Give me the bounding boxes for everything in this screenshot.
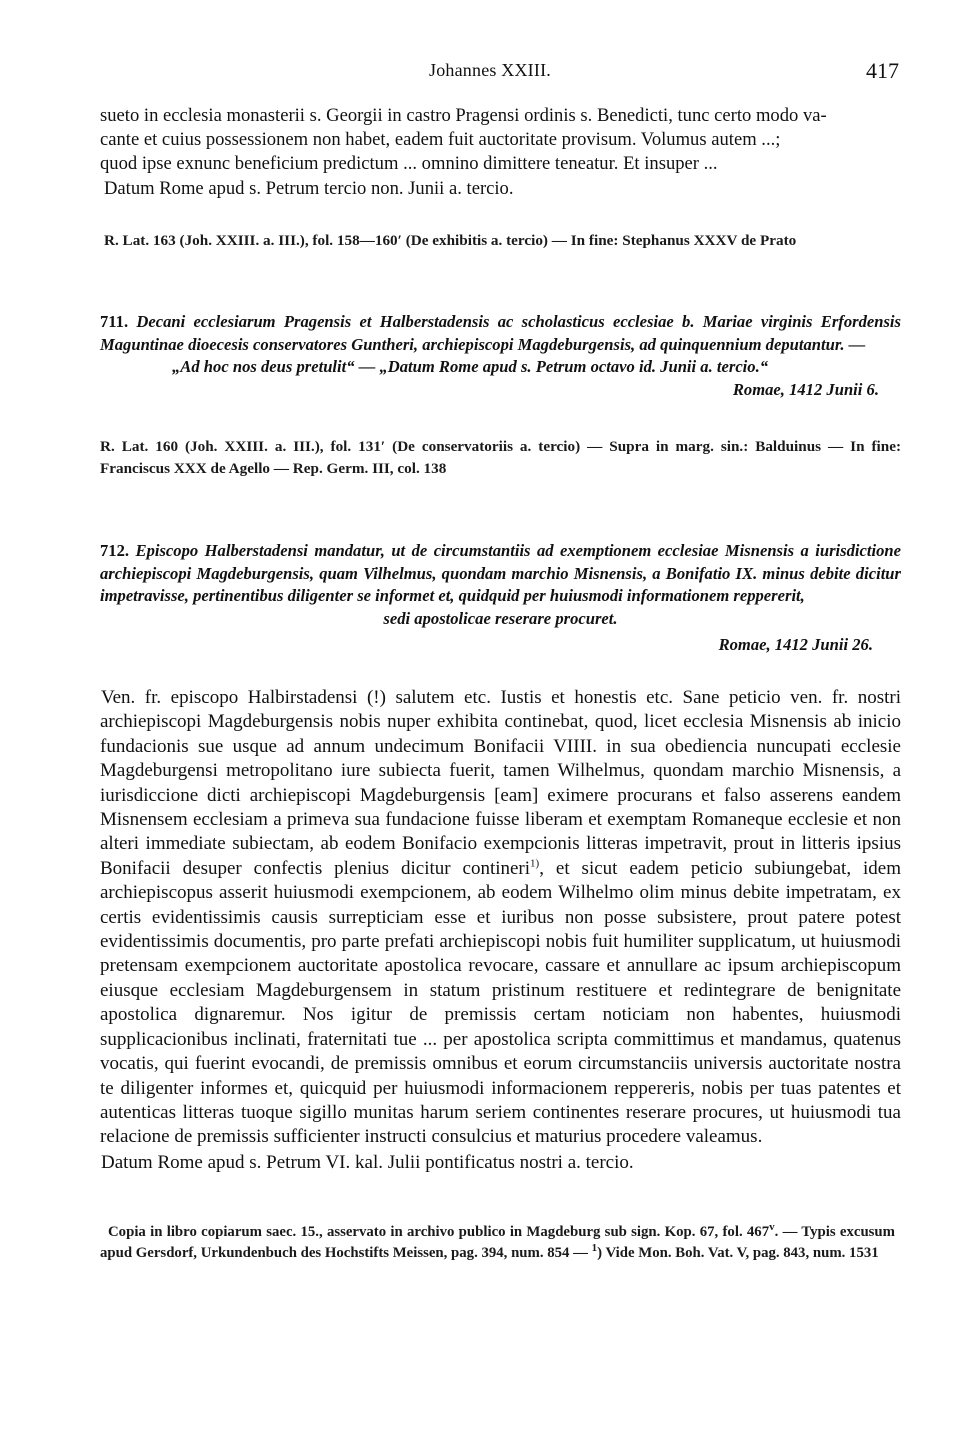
footnote-part-1: Copia in libro copiarum saec. 15., asservato in archivo publico in Magdeburg sub sign. Kop. 67, fol. 467	[108, 1224, 770, 1240]
footnote-part-3: ) Vide Mon. Boh. Vat. V, pag. 843, num. 1531	[597, 1244, 879, 1261]
footnote-marker: 1	[591, 1241, 598, 1254]
entry-712-regest-text: Episcopo Halberstadensi mandatur, ut de circumstantiis ad exemptionem ecclesiae Misnensis a iurisdictione archiepiscopi Magdeburgensis, quam Vilhelmus, quondam marchio Misnensis, a Bonifatio IX. minus debite dicitur impetravisse, pertinentibus diligenter se informet et, quidquid per huiusmodi informationem reppererit,	[100, 541, 902, 605]
entry-710-datum: Datum Rome apud s. Petrum tercio non. Junii a. tercio.	[104, 177, 514, 199]
entry-712-regest-last: sedi apostolicae reserare procuret.	[383, 608, 618, 628]
entry-712-body	[100, 686, 901, 1150]
entry-711-regest-text: Decani ecclesiarum Pragensis et Halberstadensis ac scholasticus ecclesiae b. Mariae virginis Erfordensis Maguntinae dioecesis conservatores Guntheri, archiepiscopi Magdeburgensis, ad quinquennium deputantur. —	[100, 312, 901, 354]
entry-712-regest	[100, 540, 901, 608]
footnote-superscript: v	[769, 1221, 775, 1234]
page-number: 417	[866, 58, 899, 83]
footnote-block	[100, 1222, 895, 1263]
entry-710-tail	[100, 104, 901, 201]
entry-711-regest	[100, 311, 901, 356]
footnote-part-2: . — Typis excusum apud Gersdorf, Urkundenbuch des Hochstifts Meissen, pag. 394, num. 854 —	[100, 1224, 895, 1261]
entry-710-reference	[100, 230, 901, 252]
reference-line: R. Lat. 160 (Joh. XXIII. a. III.), fol. 131′ (De conservatoriis a. tercio) — Supra in marg. sin.: Balduinus — In fine: Franciscus XXX de Agello — Rep. Germ. III, col. 138	[100, 438, 901, 477]
body-text-part-1: Ven. fr. episcopo Halbirstadensi (!) salutem etc. Iustis et honestis etc. Sane peticio ven. fr. nostri archiepiscopi Magdeburgensis nobis nuper exhibita continebat, quod, licet ecclesia Misnensis ab inicio fundacionis sue usque ad annum undecimum Bonifacii VIIII. in sua obediencia nuncupati ecclesie Magdeburgensi metropolitano iure subiecta fuerit, tamen Wilhelmus, quondam marchio Misnensis, a iurisdiccione dicti archiepiscopi Magdeburgensis [eam] eximere procurans et falso asserens eandem Misnensem ecclesiam a primeva sua fundacione fuisse liberam et exemptam Romaneque ecclesie et non alteri immediate subiectam, ab eodem Bonifacio exempcionis litteras impetravit, prout in litteris ipsius Bonifacii desuper confectis plenius dicitur contineri	[100, 687, 901, 879]
entry-710-line-2: cante et cuius possessionem non habet, eadem fuit auctoritate provisum. Volumus autem ...;	[100, 129, 781, 151]
entry-710-line-3: quod ipse exnunc beneficium predictum ... omnino dimittere teneatur. Et insuper ...	[100, 153, 718, 175]
entry-712-datum: Datum Rome apud s. Petrum VI. kal. Julii pontificatus nostri a. tercio.	[101, 1151, 634, 1173]
entry-711	[100, 311, 901, 401]
entry-711-place-date: Romae, 1412 Junii 6.	[732, 379, 879, 399]
entry-710-line-1: sueto in ecclesia monasterii s. Georgii in castro Pragensi ordinis s. Benedicti, tunc certo modo va-	[100, 105, 827, 126]
entry-712-text	[100, 686, 901, 1175]
entry-712-regest-block	[100, 540, 901, 657]
running-header	[0, 58, 960, 88]
entry-712-number: 712.	[100, 541, 130, 560]
entry-711-number: 711.	[100, 312, 129, 331]
footnote-text	[100, 1222, 895, 1263]
footnote-reference: 1)	[530, 857, 540, 870]
entry-711-incipit: „Ad hoc nos deus pretulit“ — „Datum Rome apud s. Petrum octavo id. Junii a. tercio.“	[172, 357, 769, 376]
body-text-part-2: , et sicut eadem peticio subiungebat, idem archiepiscopus asserit huiusmodi exempcionem, ab eodem Wilhelmo olim minus debite impetratam, ex certis evidentissimis causis surrepticiam esse et iuribus non posse subsistere, prout patere potest evidentissimis documentis, pro parte prefati archiepiscopi nobis fuit humiliter supplicatum, ut huiusmodi pretensam exempcionem auctoritate apostolica revocare, cassare et annullare ac ipsum archiepiscopum eiusque ecclesiam Magdeburgensem in statum pristinum restituere et redintegrare de benignitate apostolica dignaremur. Nos igitur de premissis certam noticiam non habentes, huiusmodi supplicacionibus inclinati, fraternitati tue ... per apostolica scripta committimus et mandamus, quatenus vocatis, qui fuerint evocandi, de premissis omnibus et eorum circumstanciis universis auctoritate nostra te diligenter informes et, quicquid per huiusmodi informacionem reppereris, nobis per tuas patentes et autenticas litteras tuoque sigillo munitas harum seriem continentes reserare procures, ut huiusmodi tua relacione de premissis sufficienter instructi consulcius et maturius procedere valeamus.	[100, 857, 901, 1148]
running-title: Johannes XXIII.	[429, 60, 551, 80]
reference-line: R. Lat. 163 (Joh. XXIII. a. III.), fol. 158—160′ (De exhibitis a. tercio) — In fine: Stephanus XXXV de Prato	[104, 232, 797, 249]
entry-711-reference	[100, 436, 901, 480]
entry-712-place-date: Romae, 1412 Junii 26.	[718, 635, 873, 654]
